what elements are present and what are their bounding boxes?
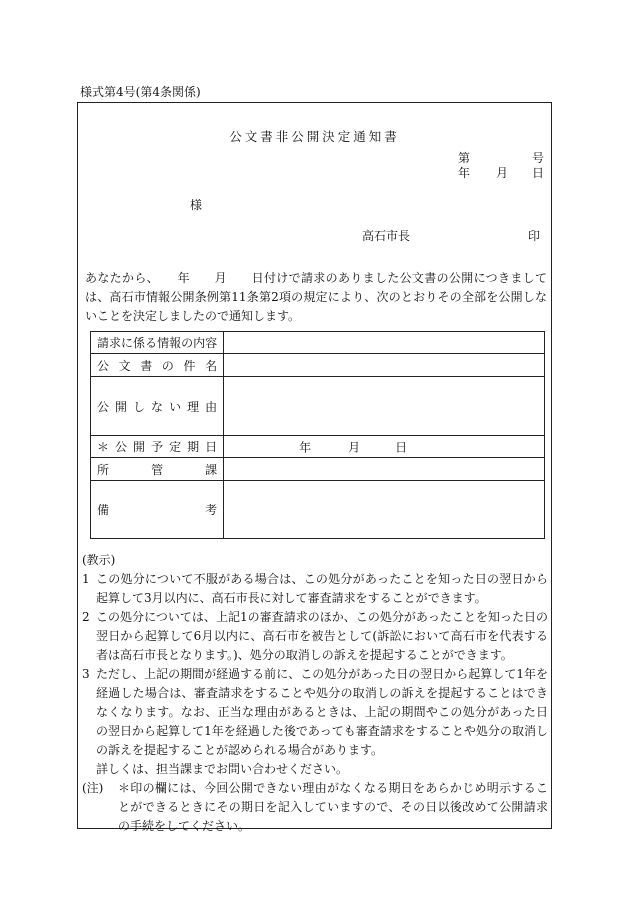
caution-heading: (注)	[82, 781, 104, 795]
row-value-date	[224, 436, 545, 458]
scheduled-year-unit: 年	[299, 440, 312, 454]
scheduled-month-unit: 月	[348, 440, 361, 454]
sender-name: 高石市長	[362, 229, 411, 243]
decision-table	[90, 331, 545, 539]
row-value	[224, 377, 545, 436]
row-value	[224, 481, 545, 539]
item-number: 1	[82, 572, 90, 586]
table-row	[91, 377, 545, 436]
table-row	[91, 436, 545, 458]
list-item	[82, 665, 548, 760]
row-label	[91, 354, 224, 377]
form-number-label: 様式第4号(第4条関係)	[80, 85, 201, 99]
label-remarks: 備 考	[97, 503, 218, 517]
document-title: 公文書非公開決定通知書	[229, 129, 400, 144]
label-scheduled-date: ＊ 公 開 予 定 期 日	[97, 440, 218, 454]
label-content-requested: 請 求 に 係 る 情 報 の 内 容	[97, 336, 218, 350]
caution-text: ＊印の欄には、今回公開できない理由がなくなる期日をあらかじめ明示することができるときにその期日を記入していますので、その日以後改めて公開請求の手続をしてください。	[118, 781, 548, 833]
date-year-unit: 年	[458, 166, 471, 180]
row-value	[224, 332, 545, 354]
seal-mark: 印	[528, 229, 541, 243]
table-row	[91, 458, 545, 481]
item-number: 3	[82, 667, 90, 681]
row-value	[224, 458, 545, 481]
label-document-subject: 公 文 書 の 件 名	[97, 358, 218, 373]
row-label	[91, 458, 224, 481]
item-text: ただし、上記の期間が経過する前に、この処分があった日の翌日から起算して1年を経過した場合は、審査請求をすることや処分の取消しの訴えを提起することはできなくなります。なお、正当な理由があるときは、上記の期間やこの処分があった日の翌日から起算して1年を経過した後であっても審査請求をすることや処分の取消しの訴えを提起することが認められる場合があります。	[96, 667, 548, 757]
row-label	[91, 332, 224, 354]
addressee-suffix: 様	[190, 198, 203, 212]
inquiry-text: 詳しくは、担当課までお問い合わせください。	[96, 762, 349, 776]
item-text: この処分については、上記1の審査請求のほか、この処分があったことを知った日の翌日から起算して6月以内に、高石市を被告として(訴訟において高石市を代表する者は高石市長となります。)、処分の取消しの訴えを提起することができます。	[96, 610, 548, 662]
row-label	[91, 377, 224, 436]
item-number: 2	[82, 610, 90, 624]
caution-note	[82, 779, 548, 836]
number-prefix: 第	[458, 151, 471, 165]
date-month-unit: 月	[496, 166, 509, 180]
row-label	[91, 481, 224, 539]
table-row	[91, 481, 545, 539]
list-item	[82, 608, 548, 665]
number-suffix: 号	[532, 151, 545, 165]
item-text: この処分について不服がある場合は、この処分があったことを知った日の翌日から起算して3月以内に、高石市長に対して審査請求をすることができます。	[96, 572, 548, 605]
row-value	[224, 354, 545, 377]
row-label	[91, 436, 224, 458]
instruction-notes	[82, 551, 548, 836]
notes-heading: (教示)	[82, 553, 116, 567]
label-nondisclosure-reason: 公 開 し な い 理 由	[97, 399, 218, 414]
label-department: 所 管 課	[97, 462, 218, 477]
table-row	[91, 354, 545, 377]
scheduled-day-unit: 日	[395, 440, 408, 454]
date-day-unit: 日	[532, 166, 545, 180]
list-item	[82, 570, 548, 608]
notice-document	[77, 102, 552, 833]
table-row	[91, 332, 545, 354]
notice-body-text: あなたから、 年 月 日付けで請求のありました公文書の公開につきましては、高石市情報公開条例第11条第2項の規定により、次のとおりその全部を公開しないことを決定しましたので通知します。	[85, 271, 547, 323]
